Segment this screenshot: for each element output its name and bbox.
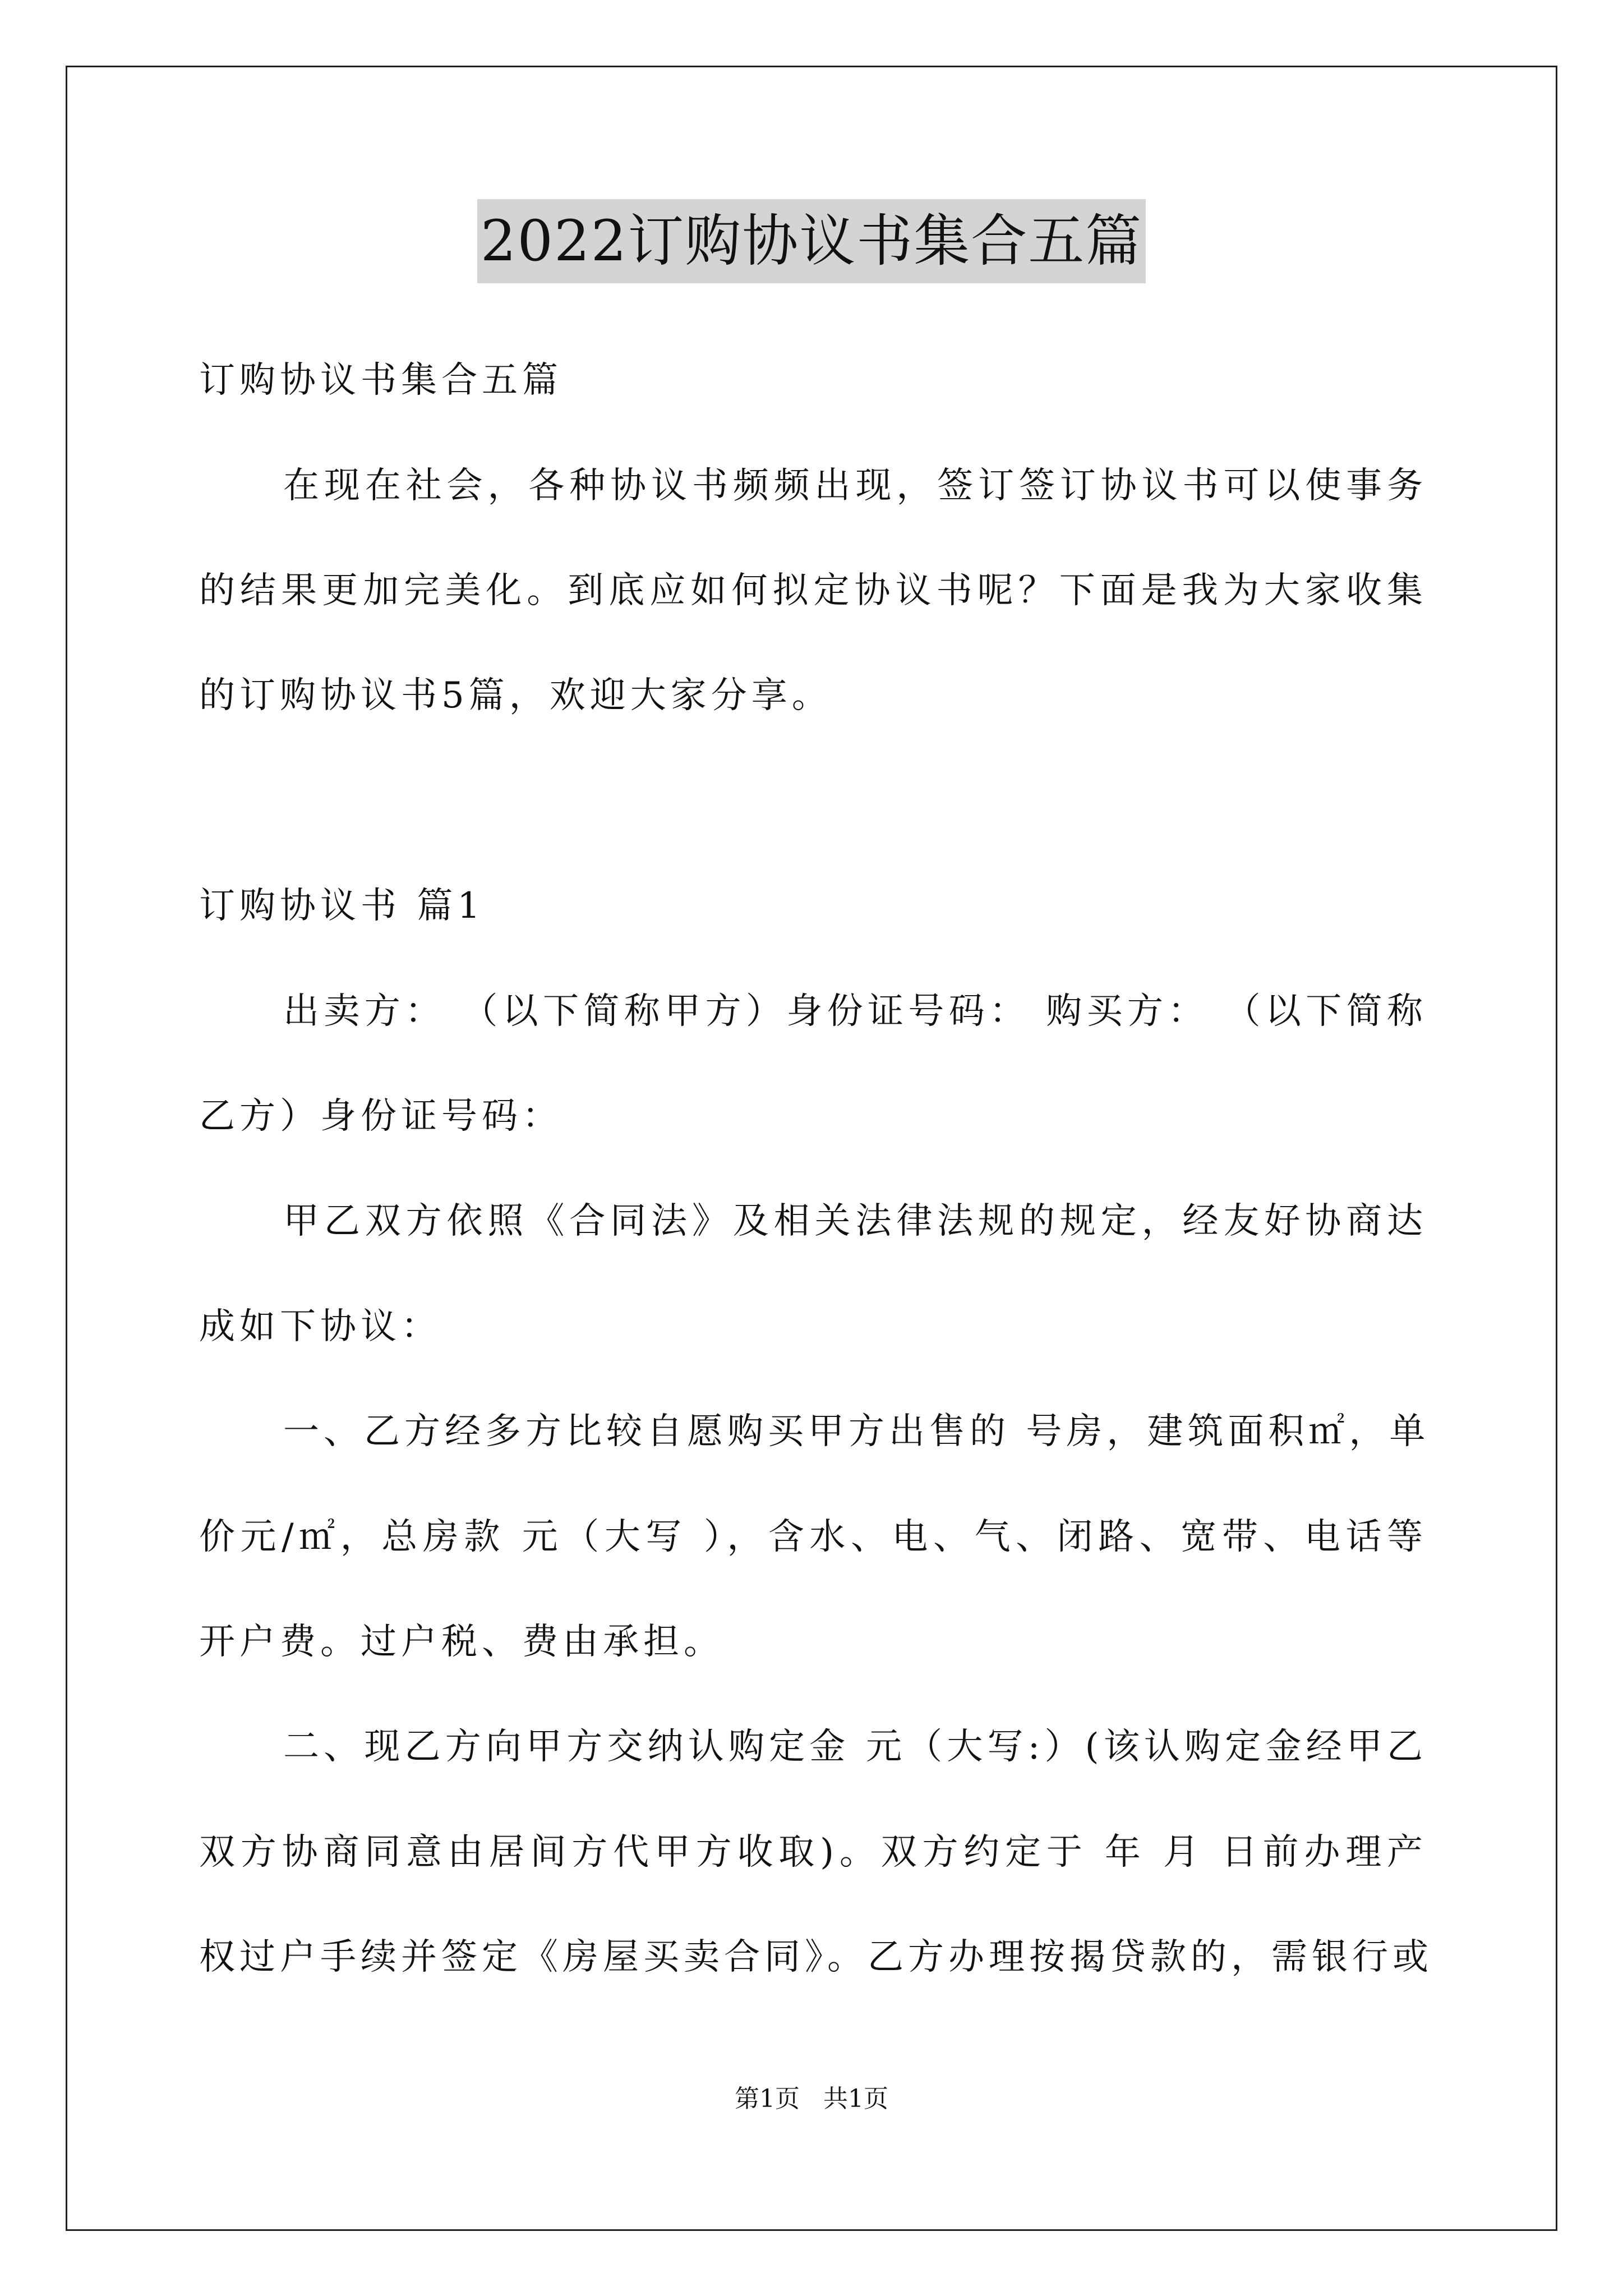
intro-line-3: 的订购协议书5篇，欢迎大家分享。 xyxy=(199,675,832,716)
document-title: 2022订购协议书集合五篇 xyxy=(477,199,1146,283)
page-footer xyxy=(0,2082,1623,2116)
clause-one-line-1: 一、乙方经多方比较自愿购买甲方出售的 号房，建筑面积㎡，单 xyxy=(283,1411,1430,1452)
intro-line-2: 的结果更加完美化。到底应如何拟定协议书呢？下面是我为大家收集 xyxy=(199,570,1427,611)
clause-one-line-3: 开户费。过户税、费由承担。 xyxy=(199,1621,724,1663)
agreement-line-2: 成如下协议： xyxy=(199,1306,441,1347)
clause-two-line-1: 二、现乙方向甲方交纳认购定金 元（大写:）(该认购定金经甲乙 xyxy=(283,1726,1427,1768)
intro-line-1: 在现在社会，各种协议书频频出现，签订签订协议书可以使事务 xyxy=(283,465,1427,507)
title-container xyxy=(0,199,1623,283)
parties-line-1: 出卖方： （以下简称甲方）身份证号码： 购买方： （以下简称 xyxy=(283,991,1427,1032)
parties-line-2: 乙方）身份证号码： xyxy=(199,1096,562,1137)
clause-one-line-2: 价元/㎡，总房款 元（大写 ），含水、电、气、闭路、宽带、电话等 xyxy=(199,1516,1427,1558)
total-pages: 共1页 xyxy=(823,2085,888,2113)
section-heading: 订购协议书 篇1 xyxy=(199,885,485,927)
clause-two-line-3: 权过户手续并签定《房屋买卖合同》。乙方办理按揭贷款的，需银行或 xyxy=(199,1936,1433,1978)
agreement-line-1: 甲乙双方依照《合同法》及相关法律法规的规定，经友好协商达 xyxy=(283,1200,1427,1242)
page-number: 第1页 xyxy=(735,2085,800,2113)
clause-two-line-2: 双方协商同意由居间方代甲方收取)。双方约定于 年 月 日前办理产 xyxy=(199,1832,1427,1873)
subtitle-line: 订购协议书集合五篇 xyxy=(199,360,562,401)
